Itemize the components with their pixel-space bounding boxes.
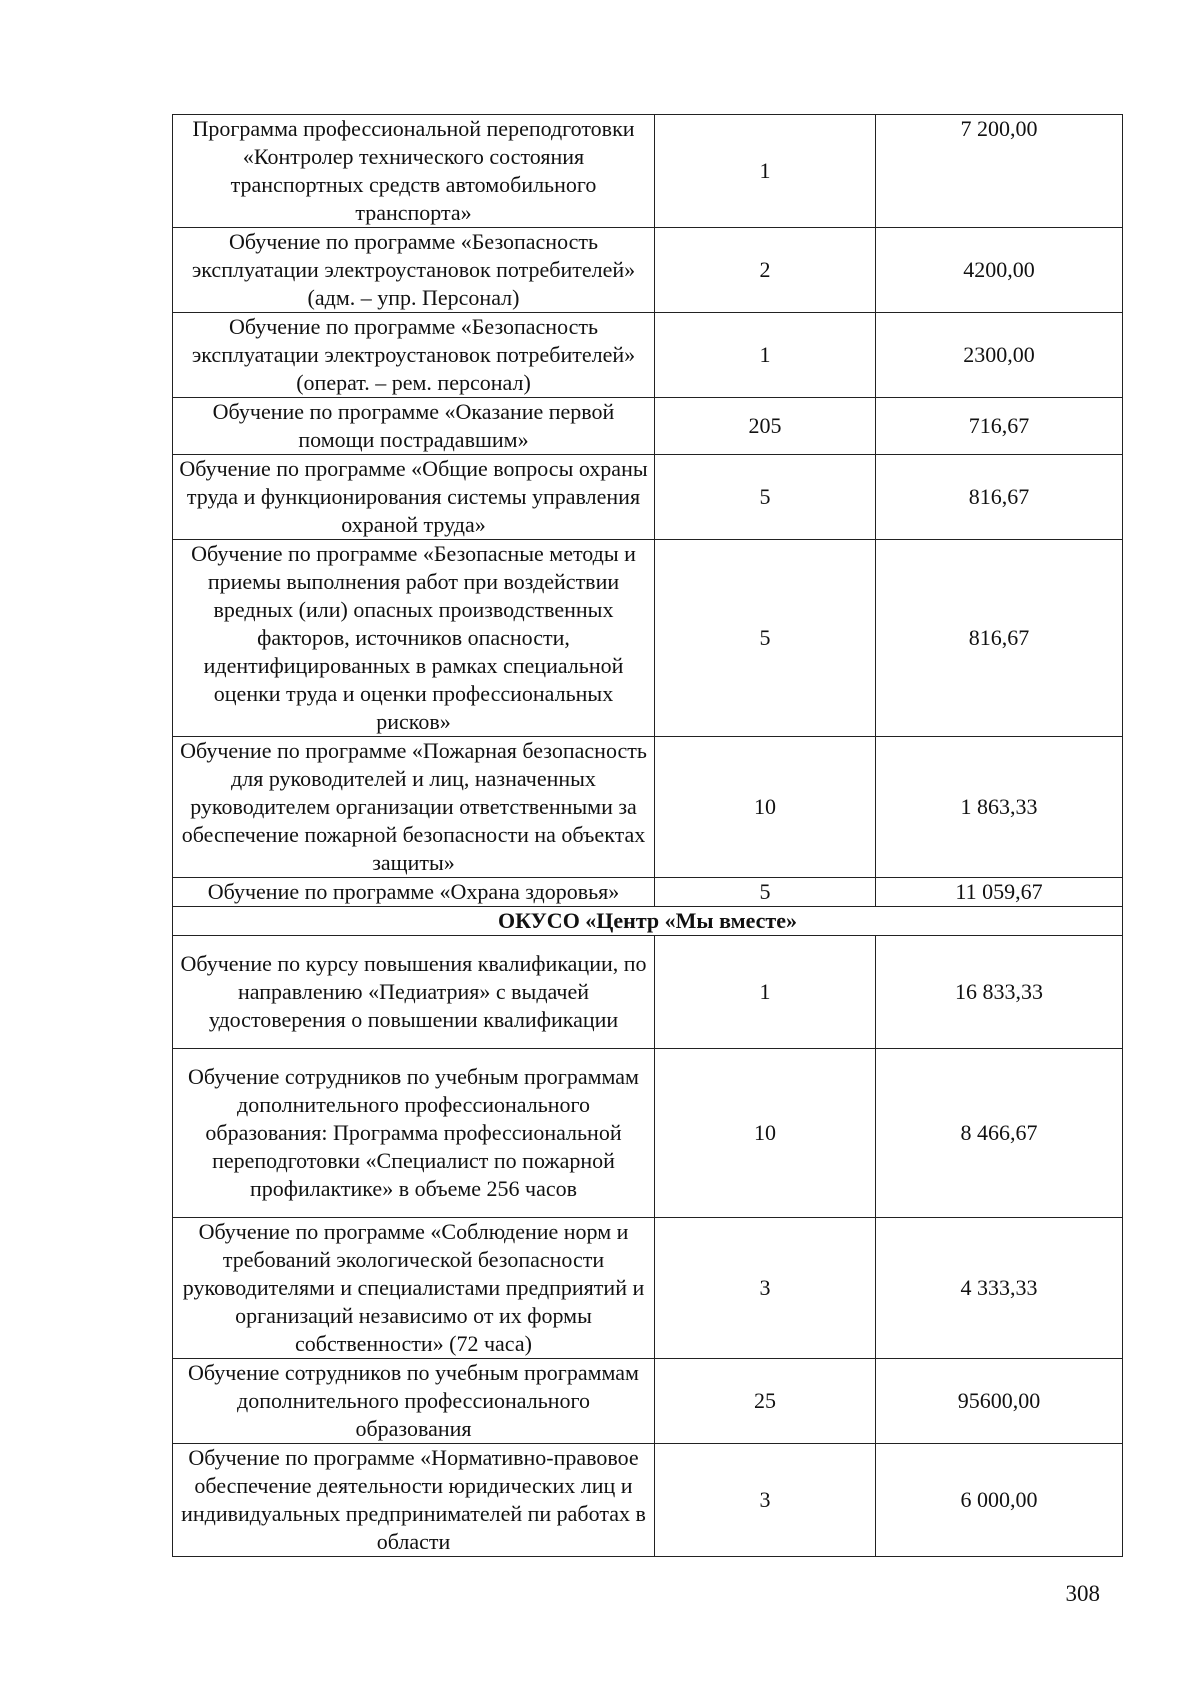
quantity-cell: 205: [655, 398, 876, 455]
table-row: [173, 540, 1123, 737]
program-name-cell: Обучение по курсу повышения квалификации, по направлению «Педиатрия» с выдачей удостоверения о повышении квалификации: [173, 936, 655, 1049]
program-name-cell: Обучение по программе «Безопасность эксплуатации электроустановок потребителей» (операт. – рем. персонал): [173, 313, 655, 398]
table-row: [173, 878, 1123, 907]
quantity-cell: 1: [655, 115, 876, 228]
table-row: [173, 1359, 1123, 1444]
table-row: [173, 115, 1123, 228]
quantity-cell: 5: [655, 540, 876, 737]
program-name-cell: Обучение по программе «Безопасные методы и приемы выполнения работ при воздействии вредных (или) опасных производственных факторов, источников опасности, идентифицированных в рамках специальной оценки труда и оценки профессиональных рисков»: [173, 540, 655, 737]
program-name-cell: Обучение по программе «Пожарная безопасность для руководителей и лиц, назначенных руководителем организации ответственными за обеспечение пожарной безопасности на объектах защиты»: [173, 737, 655, 878]
cost-cell: 16 833,33: [876, 936, 1123, 1049]
cost-cell: 11 059,67: [876, 878, 1123, 907]
table-row: [173, 455, 1123, 540]
quantity-cell: 3: [655, 1218, 876, 1359]
table-row: [173, 1218, 1123, 1359]
training-costs-table: [172, 114, 1123, 1557]
program-name-cell: Обучение по программе «Общие вопросы охраны труда и функционирования системы управления охраной труда»: [173, 455, 655, 540]
cost-cell: 8 466,67: [876, 1049, 1123, 1218]
cost-cell: 1 863,33: [876, 737, 1123, 878]
table-row: [173, 313, 1123, 398]
table-body: [173, 115, 1123, 1557]
program-name-cell: Обучение по программе «Оказание первой помощи пострадавшим»: [173, 398, 655, 455]
cost-cell: 7 200,00: [876, 115, 1123, 228]
program-name-cell: Обучение сотрудников по учебным программам дополнительного профессионального образования: [173, 1359, 655, 1444]
table-row: [173, 936, 1123, 1049]
program-name-cell: Программа профессиональной переподготовки «Контролер технического состояния транспортных средств автомобильного транспорта»: [173, 115, 655, 228]
table-row: [173, 1444, 1123, 1557]
program-name-cell: Обучение по программе «Соблюдение норм и требований экологической безопасности руководителями и специалистами предприятий и организаций независимо от их формы собственности» (72 часа): [173, 1218, 655, 1359]
program-name-cell: Обучение по программе «Безопасность эксплуатации электроустановок потребителей» (адм. – упр. Персонал): [173, 228, 655, 313]
table-row: [173, 737, 1123, 878]
quantity-cell: 2: [655, 228, 876, 313]
program-name-cell: Обучение по программе «Нормативно-правовое обеспечение деятельности юридических лиц и индивидуальных предпринимателей пи работах в области: [173, 1444, 655, 1557]
quantity-cell: 1: [655, 936, 876, 1049]
quantity-cell: 10: [655, 1049, 876, 1218]
cost-cell: 4 333,33: [876, 1218, 1123, 1359]
page-number: 308: [1065, 1581, 1100, 1606]
quantity-cell: 5: [655, 455, 876, 540]
cost-cell: 4200,00: [876, 228, 1123, 313]
cost-cell: 816,67: [876, 540, 1123, 737]
cost-cell: 716,67: [876, 398, 1123, 455]
quantity-cell: 1: [655, 313, 876, 398]
quantity-cell: 3: [655, 1444, 876, 1557]
section-header-row: [173, 907, 1123, 936]
cost-cell: 816,67: [876, 455, 1123, 540]
quantity-cell: 10: [655, 737, 876, 878]
cost-cell: 2300,00: [876, 313, 1123, 398]
quantity-cell: 5: [655, 878, 876, 907]
quantity-cell: 25: [655, 1359, 876, 1444]
section-header-cell: ОКУСО «Центр «Мы вместе»: [173, 907, 1123, 936]
program-name-cell: Обучение сотрудников по учебным программам дополнительного профессионального образования: Программа профессиональной переподготовки «Специалист по пожарной профилактике» в объеме 256 часов: [173, 1049, 655, 1218]
cost-cell: 95600,00: [876, 1359, 1123, 1444]
table-row: [173, 398, 1123, 455]
table-row: [173, 1049, 1123, 1218]
table-row: [173, 228, 1123, 313]
program-name-cell: Обучение по программе «Охрана здоровья»: [173, 878, 655, 907]
cost-cell: 6 000,00: [876, 1444, 1123, 1557]
